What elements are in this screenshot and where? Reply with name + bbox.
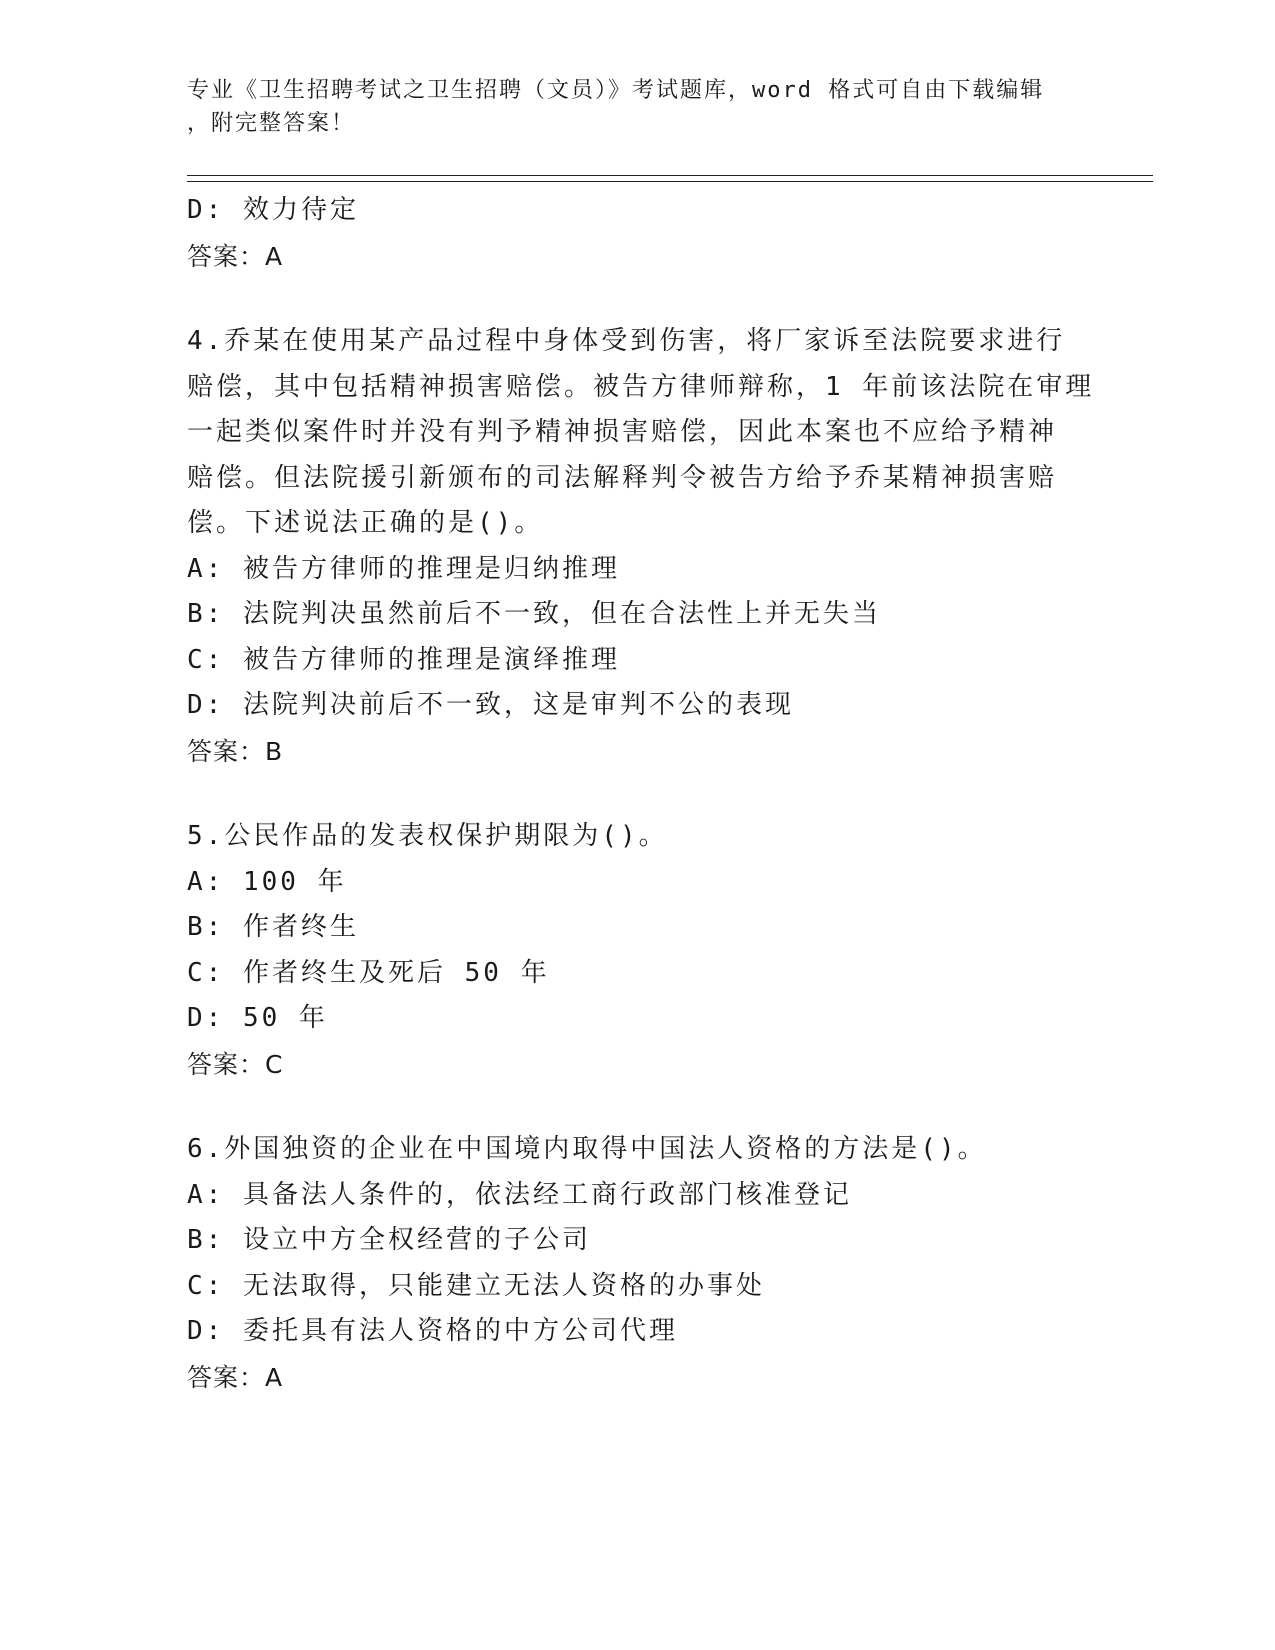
option-c: C: 被告方律师的推理是演绎推理 [187, 644, 620, 675]
option-b: B: 作者终生 [187, 912, 359, 942]
header-divider-bottom [187, 181, 1153, 182]
header-divider-top [187, 175, 1153, 176]
answer-line: 答案：B [187, 736, 284, 766]
question-stem-line: 偿。下述说法正确的是()。 [187, 508, 544, 538]
question-4 [187, 319, 1095, 774]
option-a: A: 具备法人条件的，依法经工商行政部门核准登记 [187, 1179, 852, 1210]
spacer [187, 1087, 1087, 1127]
answer-line: 答案：C [187, 1049, 284, 1079]
question-stem-line: 4.乔某在使用某产品过程中身体受到伤害，将厂家诉至法院要求进行 [187, 326, 1066, 356]
question-5 [187, 814, 1087, 1087]
answer-line: 答案：A [187, 241, 284, 271]
option-a: A: 被告方律师的推理是归纳推理 [187, 553, 620, 584]
spacer [187, 774, 1087, 814]
question-stem-line: 赔偿。但法院援引新颁布的司法解释判令被告方给予乔某精神损害赔 [187, 462, 1058, 493]
header-line-2: ，附完整答案！ [187, 111, 356, 136]
option-b: B: 设立中方全权经营的子公司 [187, 1225, 591, 1255]
document-body [187, 188, 1095, 1400]
option-c: C: 作者终生及死后 50 年 [187, 957, 550, 988]
question-stem-line: 6.外国独资的企业在中国境内取得中国法人资格的方法是()。 [187, 1134, 987, 1164]
option-c: C: 无法取得，只能建立无法人资格的办事处 [187, 1270, 765, 1301]
option-d: D: 效力待定 [187, 195, 359, 225]
question-6 [187, 1127, 1087, 1400]
option-d: D: 50 年 [187, 1003, 328, 1033]
option-d: D: 委托具有法人资格的中方公司代理 [187, 1316, 678, 1346]
option-d: D: 法院判决前后不一致，这是审判不公的表现 [187, 690, 794, 720]
header-line-1: 专业《卫生招聘考试之卫生招聘（文员）》考试题库，word 格式可自由下载编辑 [187, 78, 1045, 103]
question-stem-line: 5.公民作品的发表权保护期限为()。 [187, 821, 668, 851]
spacer [187, 279, 1087, 319]
answer-line: 答案：A [187, 1362, 284, 1392]
question-stem-line: 赔偿，其中包括精神损害赔偿。被告方律师辩称，1 年前该法院在审理 [187, 371, 1095, 402]
option-b: B: 法院判决虽然前后不一致，但在合法性上并无失当 [187, 599, 881, 629]
document-header [187, 74, 1087, 140]
option-a: A: 100 年 [187, 866, 347, 897]
question-stem-line: 一起类似案件时并没有判予精神损害赔偿，因此本案也不应给予精神 [187, 417, 1058, 447]
